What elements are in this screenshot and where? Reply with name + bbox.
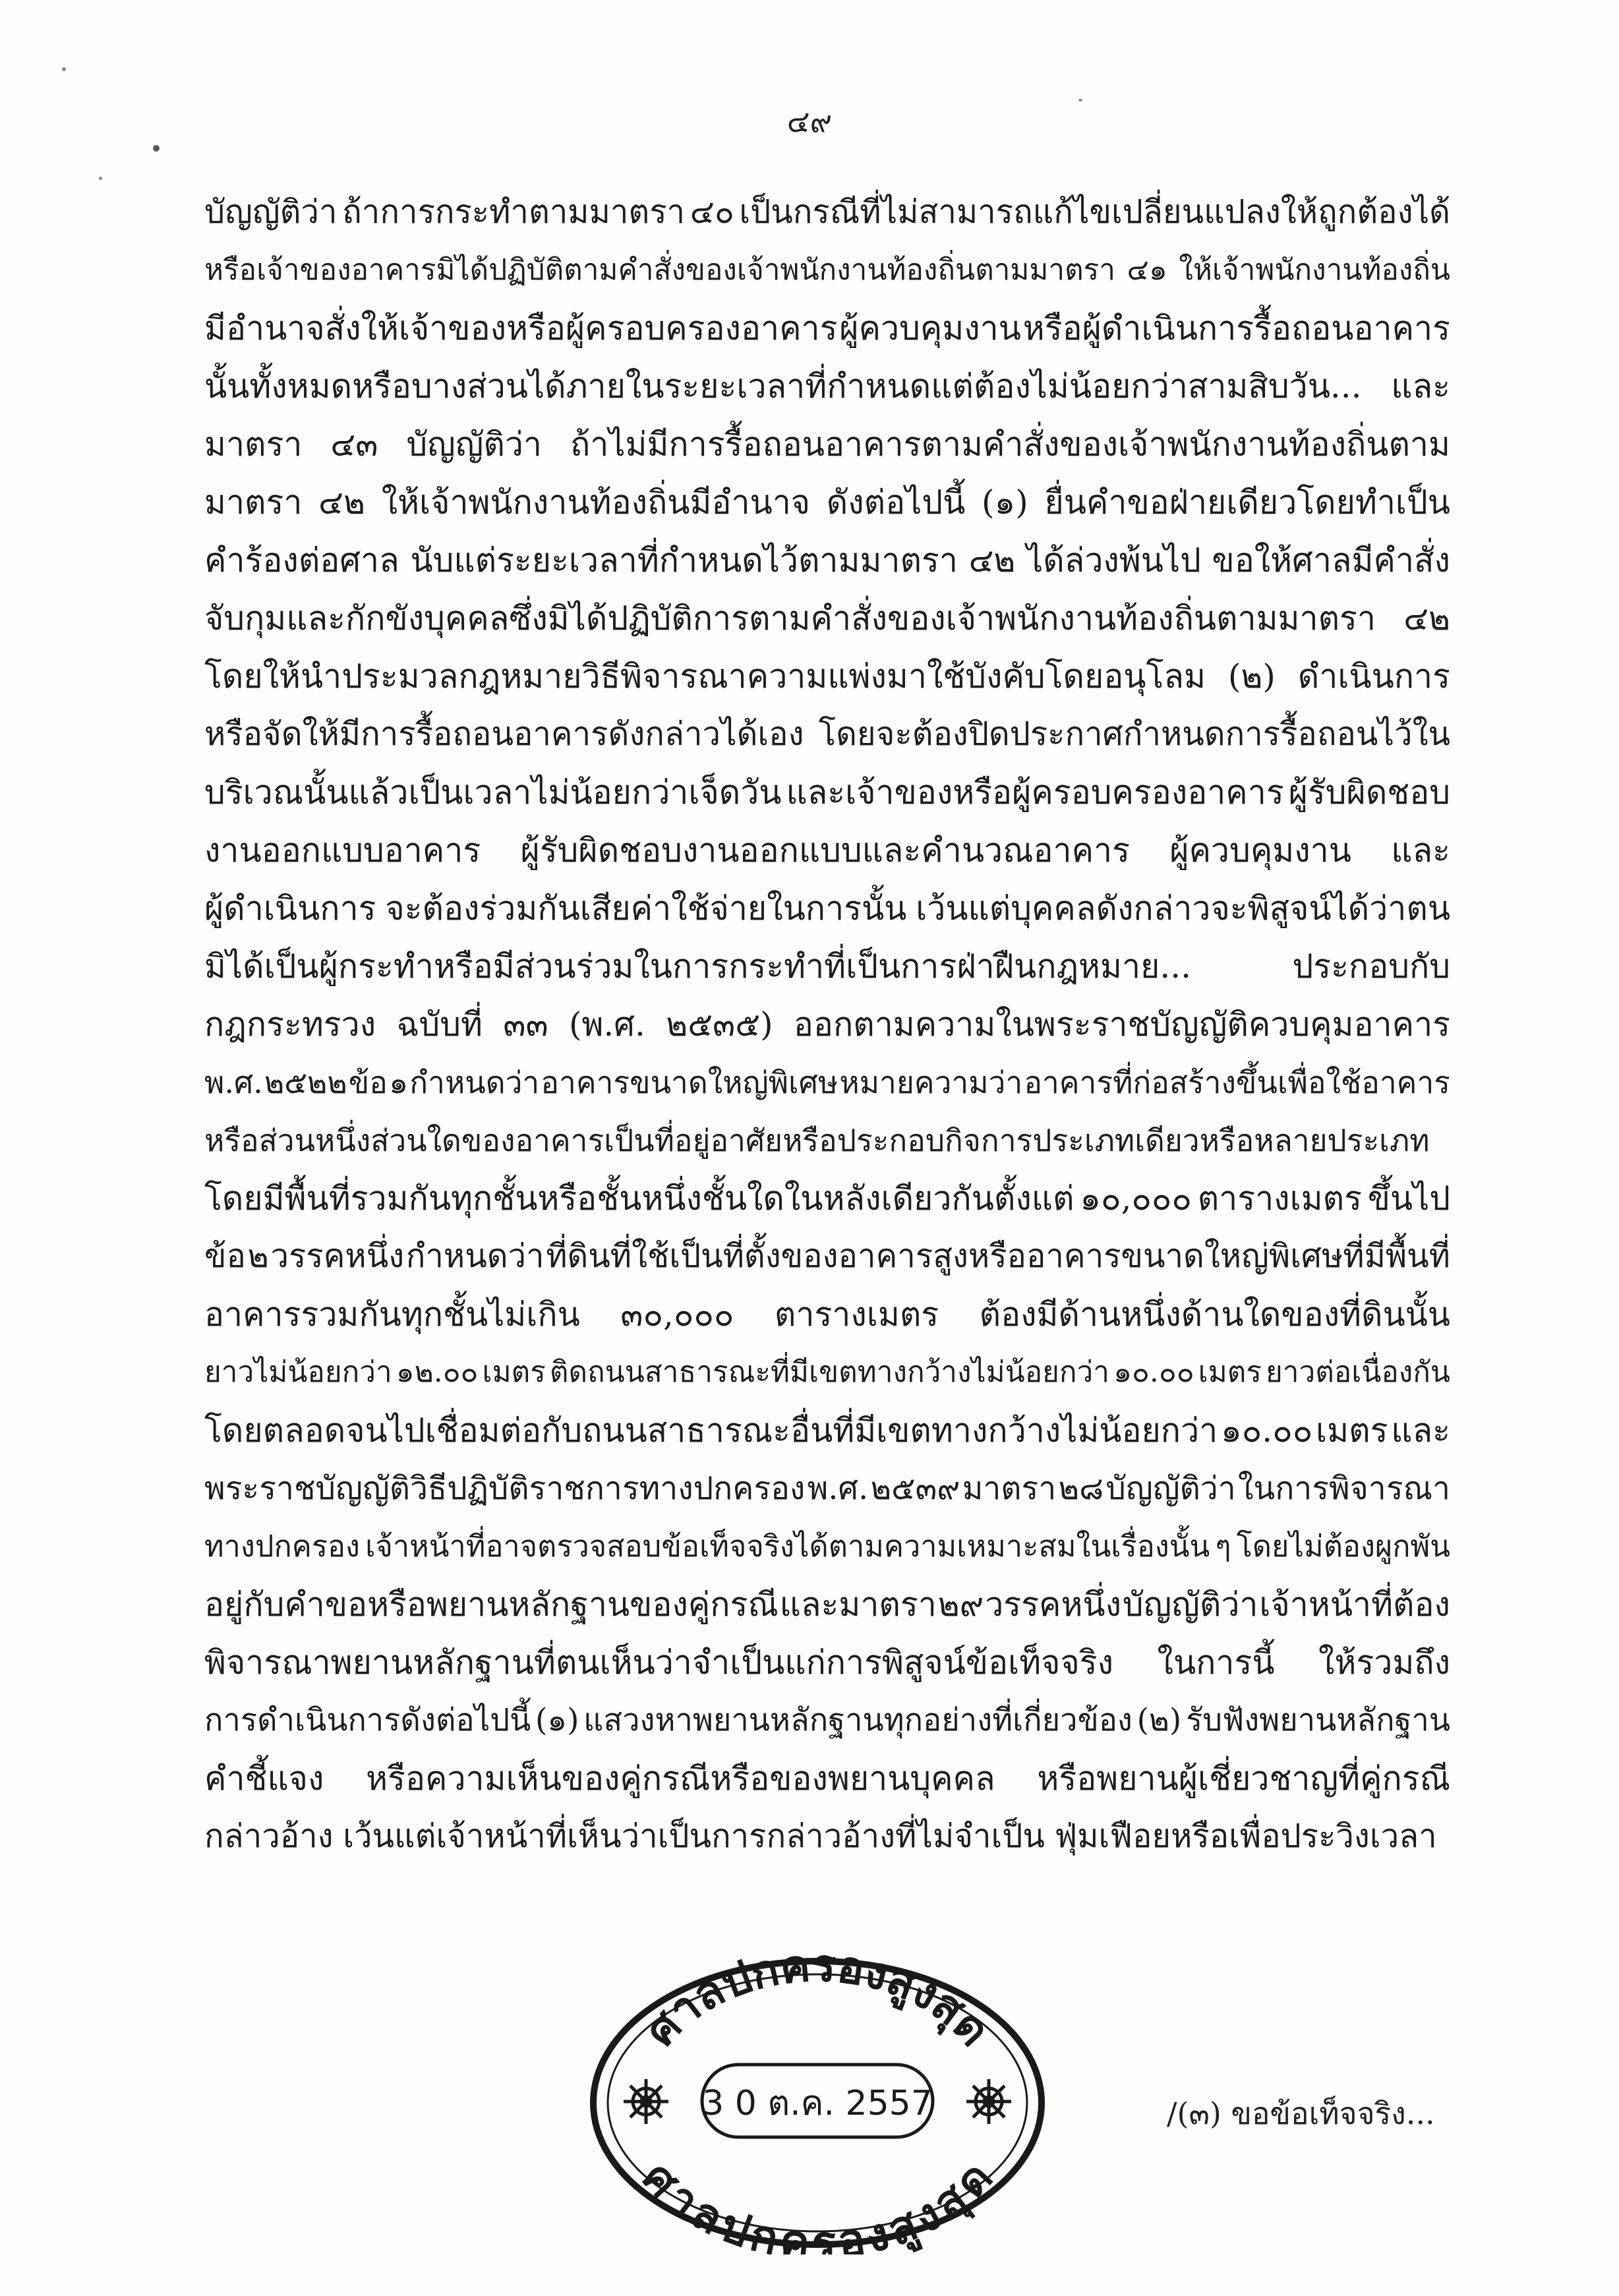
body-text-line: มีอำนาจสั่งให้เจ้าของหรือผู้ครอบครองอาคาร ผู้ควบคุมงาน หรือผู้ดำเนินการรื้อถอนอาคาร [204, 309, 1450, 347]
body-text-line: งานออกแบบอาคาร ผู้รับผิดชอบงานออกแบบและคำนวณอาคาร ผู้ควบคุมงาน และ [204, 831, 1450, 869]
body-text-line: มิได้เป็นผู้กระทำหรือมีส่วนร่วมในการกระทำที่เป็นการฝ่าฝืนกฎหมาย... ประกอบกับ [204, 947, 1450, 986]
body-text-line: หรือจัดให้มีการรื้อถอนอาคารดังกล่าวได้เอง โดยจะต้องปิดประกาศกำหนดการรื้อถอนไว้ใน [204, 715, 1450, 753]
body-text-line: บริเวณนั้นแล้วเป็นเวลาไม่น้อยกว่าเจ็ดวัน และเจ้าของหรือผู้ครอบครองอาคาร ผู้รับผิดชอบ [204, 773, 1450, 811]
scan-speck [62, 67, 66, 71]
body-text-line: การดำเนินการดังต่อไปนี้ (๑) แสวงหาพยานหลักฐานทุกอย่างที่เกี่ยวข้อง (๒) รับฟังพยานหลักฐาน [204, 1702, 1450, 1738]
body-text-line: บัญญัติว่า ถ้าการกระทำตามมาตรา ๔๐ เป็นกรณีที่ไม่สามารถแก้ไขเปลี่ยนแปลงให้ถูกต้องได้ [204, 193, 1450, 231]
body-text-line: พระราชบัญญัติวิธีปฏิบัติราชการทางปกครอง พ.ศ. ๒๕๓๙ มาตรา ๒๘ บัญญัติว่า ในการพิจารณา [204, 1470, 1450, 1507]
stamp-bottom-text: ศาลปกครองสูงสุด [632, 2151, 1003, 2254]
body-text-line: ยาวไม่น้อยกว่า ๑๒.๐๐ เมตร ติดถนนสาธารณะที่มีเขตทางกว้างไม่น้อยกว่า ๑๐.๐๐ เมตร ยาวต่อเนื่องกัน [204, 1355, 1450, 1389]
body-text-line: อยู่กับคำขอหรือพยานหลักฐานของคู่กรณี และมาตรา ๒๙ วรรคหนึ่ง บัญญัติว่า เจ้าหน้าที่ต้อง [204, 1585, 1450, 1624]
body-text-line: หรือส่วนหนึ่งส่วนใดของอาคารเป็นที่อยู่อาศัยหรือประกอบกิจการประเภทเดียวหรือหลายประเภท [204, 1123, 1430, 1158]
body-text [204, 183, 1450, 1866]
court-stamp [580, 1951, 1055, 2254]
body-text-line: ข้อ ๒ วรรคหนึ่ง กำหนดว่า ที่ดินที่ใช้เป็นที่ตั้งของอาคารสูงหรืออาคารขนาดใหญ่พิเศษที่มีพื้นที่ [204, 1237, 1450, 1275]
body-text-line: กล่าวอ้าง เว้นแต่เจ้าหน้าที่เห็นว่าเป็นการกล่าวอ้างที่ไม่จำเป็น ฟุ่มเฟือยหรือเพื่อประวิงเวลา [204, 1817, 1437, 1855]
page-number: ๔๙ [786, 103, 833, 139]
stamp-date: 3 0 ต.ค. 2557 [702, 2084, 933, 2123]
body-text-line: โดยให้นำประมวลกฎหมายวิธีพิจารณาความแพ่งมาใช้บังคับโดยอนุโลม (๒) ดำเนินการ [204, 657, 1450, 695]
body-text-line: จับกุมและกักขังบุคคลซึ่งมิได้ปฏิบัติการตามคำสั่งของเจ้าพนักงานท้องถิ่นตามมาตรา ๔๒ [204, 599, 1450, 637]
body-text-line: ผู้ดำเนินการ จะต้องร่วมกันเสียค่าใช้จ่ายในการนั้น เว้นแต่บุคคลดังกล่าวจะพิสูจน์ได้ว่าตน [204, 889, 1450, 927]
continuation-note: /(๓) ขอข้อเท็จจริง... [1167, 2096, 1435, 2131]
body-text-line: หรือเจ้าของอาคารมิได้ปฏิบัติตามคำสั่งของเจ้าพนักงานท้องถิ่นตามมาตรา ๔๑ ให้เจ้าพนักงานท้องถิ่น [204, 253, 1450, 287]
body-text-line: มาตรา ๔๓ บัญญัติว่า ถ้าไม่มีการรื้อถอนอาคารตามคำสั่งของเจ้าพนักงานท้องถิ่นตาม [204, 425, 1450, 463]
body-text-line: โดยมีพื้นที่รวมกันทุกชั้นหรือชั้นหนึ่งชั้นใดในหลังเดียวกันตั้งแต่ ๑๐,๐๐๐ ตารางเมตร ขึ้นไป [204, 1179, 1450, 1218]
body-text-line: โดยตลอดจนไปเชื่อมต่อกับถนนสาธารณะอื่นที่มีเขตทางกว้างไม่น้อยกว่า ๑๐.๐๐ เมตร และ [204, 1411, 1450, 1450]
body-text-line: มาตรา ๔๒ ให้เจ้าพนักงานท้องถิ่นมีอำนาจ ดังต่อไปนี้ (๑) ยื่นคำขอฝ่ายเดียวโดยทำเป็น [204, 483, 1450, 521]
scan-speck [1078, 99, 1082, 102]
court-stamp-graphic [580, 1951, 1055, 2254]
body-text-line: พ.ศ. ๒๕๒๒ ข้อ ๑ กำหนดว่า อาคารขนาดใหญ่พิเศษ หมายความว่า อาคารที่ก่อสร้างขึ้นเพื่อใช้อาคาร [204, 1065, 1450, 1100]
body-text-line: อาคารรวมกันทุกชั้นไม่เกิน ๓๐,๐๐๐ ตารางเมตร ต้องมีด้านหนึ่งด้านใดของที่ดินนั้น [204, 1295, 1450, 1334]
body-text-line: ทางปกครอง เจ้าหน้าที่อาจตรวจสอบข้อเท็จจริงได้ตามความเหมาะสมในเรื่องนั้น ๆ โดยไม่ต้องผูกพัน [204, 1529, 1450, 1564]
body-text-line: นั้นทั้งหมดหรือบางส่วนได้ภายในระยะเวลาที่กำหนดแต่ต้องไม่น้อยกว่าสามสิบวัน... และ [204, 367, 1450, 405]
stamp-left-ornament-icon [624, 2079, 668, 2124]
body-text-line: คำร้องต่อศาล นับแต่ระยะเวลาที่กำหนดไว้ตามมาตรา ๔๒ ได้ล่วงพ้นไป ขอให้ศาลมีคำสั่ง [204, 541, 1450, 579]
stamp-right-ornament-icon [966, 2079, 1011, 2124]
body-text-line: พิจารณาพยานหลักฐานที่ตนเห็นว่าจำเป็นแก่การพิสูจน์ข้อเท็จจริง ในการนี้ ให้รวมถึง [204, 1643, 1450, 1682]
body-text-line: กฎกระทรวง ฉบับที่ ๓๓ (พ.ศ. ๒๕๓๕) ออกตามความในพระราชบัญญัติควบคุมอาคาร [204, 1005, 1450, 1044]
scan-speck [153, 145, 160, 152]
body-text-line: คำชี้แจง หรือความเห็นของคู่กรณีหรือของพยานบุคคล หรือพยานผู้เชี่ยวชาญที่คู่กรณี [204, 1759, 1450, 1798]
stamp-top-text: ศาลปกครองสูงสุด [633, 1951, 1001, 2057]
scan-speck [99, 177, 102, 180]
